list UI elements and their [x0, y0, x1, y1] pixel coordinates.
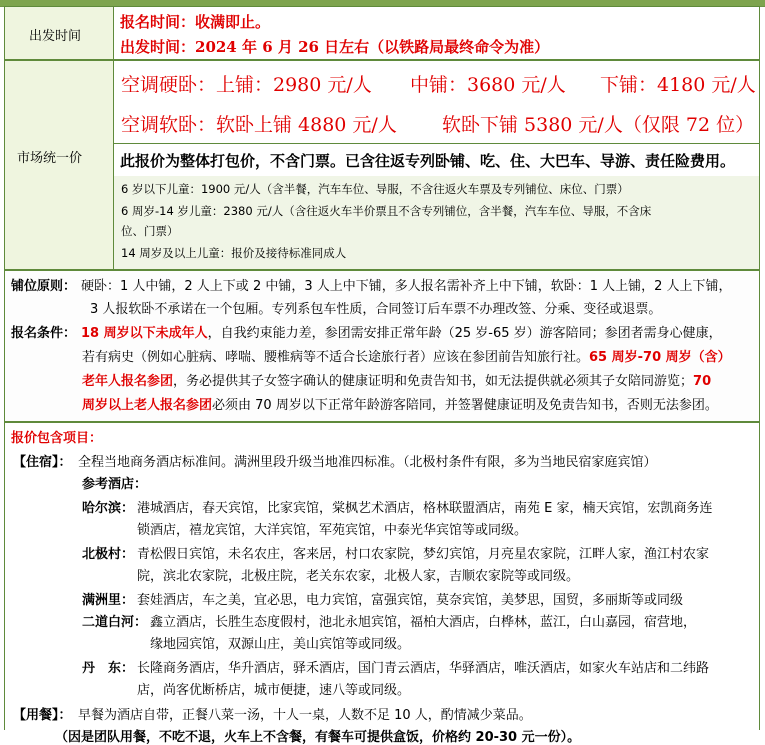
child-price-over-14: 14 周岁及以上儿童：报价及接待标准同成人 — [121, 246, 347, 260]
soft-sleeper-upper-price: 空调软卧：软卧上铺 4880 元/人 — [121, 114, 397, 136]
reference-hotels-label: 参考酒店： — [82, 477, 148, 492]
package-note: 此报价为整体打包价，不含门票。已含往返专列卧铺、吃、住、大巴车、导游、责任险费用。 — [120, 152, 736, 170]
hard-sleeper-upper-price: 空调硬卧：上铺：2980 元/人 — [121, 74, 372, 96]
hard-sleeper-lower-price: 下铺：4180 元/人 — [600, 74, 756, 96]
signup-rule-label: 报名条件： — [11, 326, 77, 341]
hotel-list-line: 港城酒店，春天宾馆，比家宾馆，棠枫艺术酒店，格林联盟酒店，南苑 E 家，楠天宾馆，宏凯商务连 — [137, 501, 713, 516]
market-price-label: 市场统一价 — [17, 151, 83, 166]
child-price-under-6: 6 岁以下儿童：1900 元/人（含半餐，汽车车位、导服，不含往返火车票及专列铺位、床位、门票） — [121, 182, 629, 196]
child-price-6-14-cont: 位、门票） — [121, 224, 179, 238]
departure-row — [4, 6, 760, 60]
includes-title: 报价包含项目： — [11, 431, 103, 446]
market-price-row — [4, 60, 760, 270]
hotel-list-line: 店，尚客优断桥店，城市便捷，速八等或同级。 — [137, 683, 411, 698]
hotel-list-line: 鑫立酒店，长胜生态度假村，池北永旭宾馆，福柏大酒店，白桦林，蓝江，白山嘉园，宿营地， — [150, 615, 697, 630]
hotel-city-beiji: 北极村： — [82, 547, 135, 562]
berth-rule-line2: 3 人报软卧不承诺在一个包厢。专列系包车性质，合同签订后车票不办理改签、分乘、变径或退票。 — [90, 302, 662, 317]
market-price-label-cell — [5, 61, 114, 269]
signup-rule-line2: 若有病史（例如心脏病、哮喘、腰椎病等不适合长途旅行者）应该在参团前告知旅行社。65 周岁-70 周岁（含） — [82, 350, 731, 365]
hotel-list-line: 锁酒店，禧龙宾馆，大洋宾馆，军苑宾馆，中泰光华宾馆等或同级。 — [137, 523, 528, 538]
child-price-6-14: 6 周岁-14 岁儿童：2380 元/人（含往返火车半价票且不含专列铺位，含半餐，汽车车位、导服，不含床 — [121, 204, 652, 218]
departure-label-cell — [5, 7, 114, 59]
hotel-list-line: 青松假日宾馆，未名农庄，客来居，村口农家院，梦幻宾馆，月亮星农家院，江畔人家，渔江村农家 — [137, 547, 710, 562]
hotel-list-line: 院，滨北农家院，北极庄院，老关东农家，北极人家，吉顺农家院等或同级。 — [137, 569, 580, 584]
package-note-cell — [114, 143, 759, 177]
child-price-cell — [114, 176, 759, 269]
signup-rule-line4: 周岁以上老人报名参团必须由 70 周岁以下正常年龄游客陪同，并签署健康证明及免责告知书，否则无法参团。 — [82, 398, 718, 413]
soft-sleeper-lower-price: 软卧下铺 5380 元/人（仅限 72 位） — [442, 114, 755, 136]
signup-rule-line1: 18 周岁以下未成年人，自我约束能力差，参团需安排正常年龄（25 岁-65 岁）游客陪同；参团者需身心健康， — [81, 326, 722, 341]
meal-label: 【用餐】： — [13, 708, 72, 723]
meal-text: 早餐为酒店自带，正餐八菜一汤，十人一桌，人数不足 10 人，酌情减少菜品。 — [78, 708, 532, 723]
hotel-city-harbin: 哈尔滨： — [82, 501, 135, 516]
hotel-list-line: 长隆商务酒店，华升酒店，驿禾酒店，国门青云酒店，华驿酒店，唯沃酒店，如家火车站店和二纬路 — [137, 661, 710, 676]
departure-label: 出发时间 — [29, 29, 82, 44]
signup-rule-line3: 老年人报名参团，务必提供其子女签字确认的健康证明和免责告知书，如无法提供就必须其子女陪同游览；70 — [82, 374, 712, 389]
price-cell — [114, 61, 759, 143]
signup-time-text: 报名时间：收满即止。 — [120, 13, 271, 31]
meal-note: （因是团队用餐，不吃不退，火车上不含餐，有餐车可提供盒饭，价格约 20-30 元一份）。 — [55, 730, 581, 745]
hotel-city-dandong: 丹 东： — [82, 661, 135, 676]
departure-time-text: 出发时间：2024 年 6 月 26 日左右（以铁路局最终命令为准） — [120, 38, 550, 56]
hotel-city-erdaobaihe: 二道白河： — [82, 615, 148, 630]
hard-sleeper-middle-price: 中铺：3680 元/人 — [410, 74, 566, 96]
rules-row — [4, 270, 760, 422]
berth-rule-line1: 硬卧：1 人中铺，2 人上下或 2 中铺，3 人上中下铺，多人报名需补齐上中下铺，软卧：1 人上铺，2 人上下铺， — [81, 279, 732, 294]
lodging-label: 【住宿】： — [13, 455, 72, 470]
berth-rule-label: 铺位原则： — [11, 279, 77, 294]
lodging-text: 全程当地商务酒店标准间。满洲里段升级当地准四标准。（北极村条件有限，多为当地民宿家庭宾馆） — [78, 455, 657, 470]
hotel-list-line: 缘地园宾馆，双源山庄，美山宾馆等或同级。 — [150, 637, 411, 652]
hotel-list-line: 套娃酒店，车之美，宜必思，电力宾馆，富强宾馆，莫奈宾馆，美梦思，国贸，多丽斯等或同级 — [137, 593, 684, 608]
includes-row — [4, 422, 760, 745]
hotel-city-manzhouli: 满洲里： — [82, 593, 135, 608]
